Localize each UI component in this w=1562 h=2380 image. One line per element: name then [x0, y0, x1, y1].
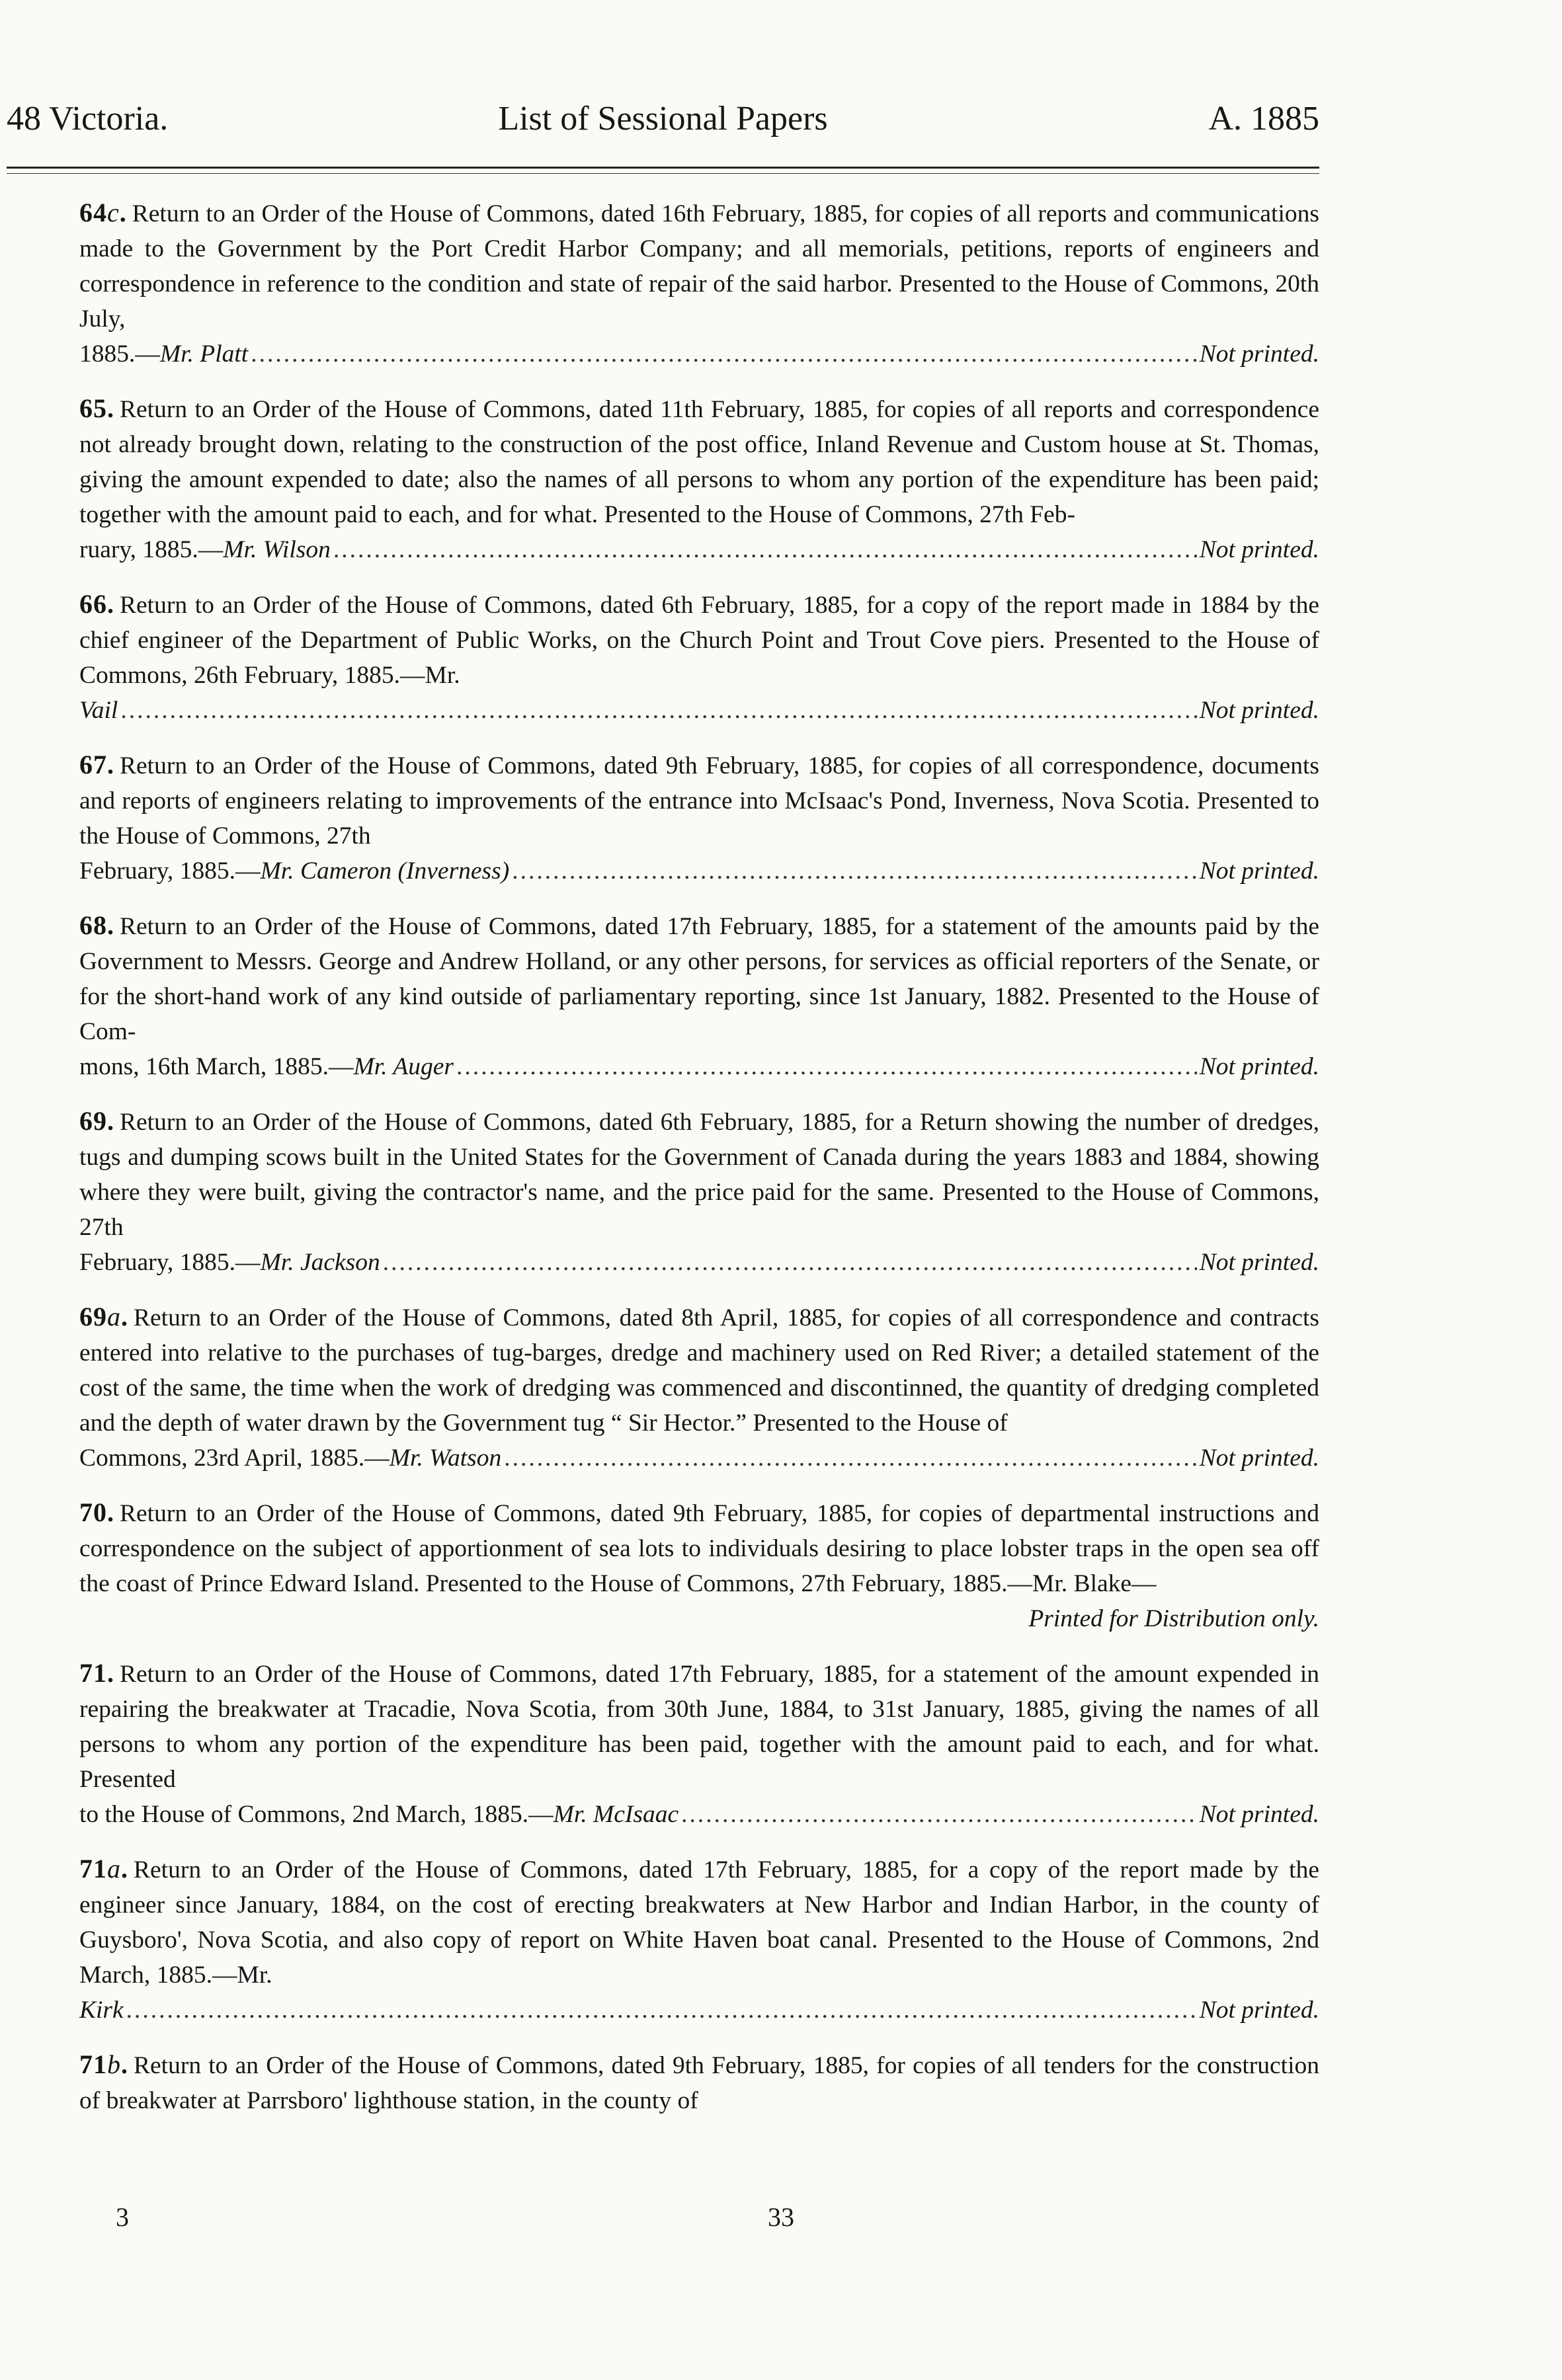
- entry-status: Not printed.: [1199, 1997, 1319, 2024]
- entry-number: 64c.: [79, 198, 127, 227]
- entry-status: Not printed.: [1199, 1053, 1319, 1080]
- header-year: A. 1885: [1208, 100, 1319, 138]
- entry-number: 65.: [79, 393, 114, 423]
- entry-tail-lead: to the House of Commons, 2nd March, 1885.—: [79, 1801, 554, 1828]
- entry-number: 70.: [79, 1497, 114, 1527]
- entry-tail-lead: mons, 16th March, 1885.—: [79, 1053, 354, 1080]
- entry-tail-lead: Commons, 23rd April, 1885.—: [79, 1445, 390, 1472]
- entry-text: Return to an Order of the House of Commons, dated 9th February, 1885, for copies of all correspondence, documents and reports of engineers relating to improvements of the entrance into McIsaac's Pond, Inverness, Nova Scotia. Presented to the House of Commons, 27th: [79, 752, 1319, 850]
- entry-number-value: 67: [79, 750, 107, 779]
- entry-mover: Mr. Jackson: [260, 1249, 380, 1276]
- entry-number-suffix: a: [107, 1302, 121, 1331]
- leader-dots: [126, 1993, 1197, 2028]
- page-number: 33: [768, 2202, 794, 2232]
- header-session: 48 Victoria.: [7, 100, 169, 138]
- entry-number-suffix: b: [107, 2049, 121, 2079]
- entry-body: [79, 586, 1319, 693]
- entry-body: [79, 1655, 1319, 1797]
- entry-text: Return to an Order of the House of Commons, dated 6th February, 1885, for a copy of the report made in 1884 by the chief engineer of the Department of Public Works, on the Church Point and Trout Cove piers. Presented to the House of Commons, 26th February, 1885.—Mr.: [79, 592, 1319, 689]
- leader-dots: [120, 693, 1196, 728]
- header-title: List of Sessional Papers: [498, 100, 828, 138]
- entry-body: [79, 1851, 1319, 1993]
- entry-number: 68.: [79, 910, 114, 940]
- entry-body: [79, 908, 1319, 1049]
- header-rule-thin: [7, 173, 1319, 174]
- entry-status: Not printed.: [1199, 536, 1319, 563]
- entry-status: Not printed.: [1199, 1801, 1319, 1828]
- entry-status: Not printed.: [1199, 1249, 1319, 1276]
- entry-mover: Mr. McIsaac: [553, 1801, 679, 1828]
- entry-number: 69.: [79, 1106, 114, 1136]
- entry-number-value: 71: [79, 2049, 107, 2079]
- entry-number-value: 65: [79, 393, 107, 423]
- entry-text: Return to an Order of the House of Commons, dated 17th February, 1885, for a statement of the amounts paid by the Government to Messrs. George and Andrew Holland, or any other persons, for services as official reporters of the Senate, or for the short-hand work of any kind outside of parliamentary reporting, since 1st January, 1882. Presented to the House of Com-: [79, 913, 1319, 1045]
- entry-text: Return to an Order of the House of Commons, dated 9th February, 1885, for copies of all tenders for the construction of breakwater at Parrsboro' lighthouse station, in the county of: [79, 2052, 1319, 2114]
- entry-number-value: 64: [79, 198, 107, 227]
- entry-number-suffix: a: [107, 1854, 121, 1884]
- paper-entry: [79, 1103, 1319, 1280]
- entry-number: 71b.: [79, 2049, 128, 2079]
- entry-status: Not printed.: [1199, 857, 1319, 885]
- entry-tail: [79, 853, 1319, 889]
- entry-tail: [79, 1797, 1319, 1832]
- entry-number-value: 66: [79, 589, 107, 619]
- entry-text: Return to an Order of the House of Commons, dated 11th February, 1885, for copies of all reports and correspondence not already brought down, relating to the construction of the post office, Inland Revenue and Custom house at St. Thomas, giving the amount expended to date; also the names of all persons to whom any portion of the expenditure has been paid; together with the amount paid to each, and for what. Presented to the House of Commons, 27th Feb-: [79, 396, 1319, 528]
- entry-number-value: 71: [79, 1658, 107, 1688]
- entry-tail-lead: 1885.—: [79, 340, 160, 368]
- entry-mover: Mr. Cameron (Inverness): [260, 857, 510, 885]
- entry-number-value: 71: [79, 1854, 107, 1884]
- paper-entry: [79, 1851, 1319, 2028]
- entry-number-value: 69: [79, 1302, 107, 1331]
- entry-status: Not printed.: [1199, 1445, 1319, 1472]
- entry-number-value: 70: [79, 1497, 107, 1527]
- entry-mover: Mr. Wilson: [223, 536, 331, 563]
- entry-body: [79, 1103, 1319, 1245]
- entry-tail: [79, 1245, 1319, 1280]
- leader-dots: [333, 532, 1197, 567]
- entry-text: Return to an Order of the House of Commons, dated 9th February, 1885, for copies of departmental instructions and correspondence on the subject of apportionment of sea lots to individuals desiring to place lobster traps in the open sea off the coast of Prince Edward Island. Presented to the House of Commons, 27th February, 1885.—Mr. Blake—: [79, 1500, 1319, 1597]
- entry-number: 69a.: [79, 1302, 128, 1331]
- paper-entry: [79, 747, 1319, 889]
- entry-status: Printed for Distribution only.: [1028, 1605, 1319, 1632]
- paper-entry: [79, 908, 1319, 1084]
- paper-entry: [79, 2047, 1319, 2118]
- entry-tail: [79, 337, 1319, 372]
- entry-mover: Mr. Platt: [159, 340, 249, 368]
- running-header: [7, 93, 1319, 145]
- leader-dots: [504, 1441, 1196, 1476]
- leader-dots: [512, 853, 1197, 889]
- entry-tail: [79, 1441, 1319, 1476]
- entry-text: Return to an Order of the House of Commons, dated 16th February, 1885, for copies of all reports and communications made to the Government by the Port Credit Harbor Company; and all memorials, petitions, reports of engineers and correspondence in reference to the condition and state of repair of the said harbor. Presented to the House of Commons, 20th July,: [79, 200, 1319, 333]
- entry-body: [79, 1495, 1319, 1601]
- leader-dots: [681, 1797, 1197, 1832]
- paper-entry: [79, 1495, 1319, 1636]
- entry-text: Return to an Order of the House of Commons, dated 17th February, 1885, for a copy of the report made by the engineer since January, 1884, on the cost of erecting breakwaters at New Harbor and Indian Harbor, in the county of Guysboro', Nova Scotia, and also copy of report on White Haven boat canal. Presented to the House of Commons, 2nd March, 1885.—Mr.: [79, 1856, 1319, 1989]
- entry-text: Return to an Order of the House of Commons, dated 8th April, 1885, for copies of all correspondence and contracts entered into relative to the purchases of tug-barges, dredge and machinery used on Red River; a detailed statement of the cost of the same, the time when the work of dredging was commenced and discontinned, the quantity of dredging completed and the depth of water drawn by the Government tug “ Sir Hector.” Presented to the House of: [79, 1304, 1319, 1437]
- entry-text: Return to an Order of the House of Commons, dated 6th February, 1885, for a Return showing the number of dredges, tugs and dumping scows built in the United States for the Government of Canada during the years 1883 and 1884, showing where they were built, giving the contractor's name, and the price paid for the same. Presented to the House of Commons, 27th: [79, 1109, 1319, 1241]
- entry-tail: [79, 693, 1319, 728]
- entry-number-suffix: c: [107, 198, 120, 227]
- entry-tail: [79, 1993, 1319, 2028]
- sessional-papers-list: [79, 195, 1319, 2137]
- signature-mark: 3: [116, 2202, 129, 2232]
- entry-body: [79, 2047, 1319, 2118]
- paper-entry: [79, 586, 1319, 728]
- entry-tail: [79, 532, 1319, 567]
- entry-mover: Mr. Watson: [389, 1445, 502, 1472]
- paper-entry: [79, 195, 1319, 372]
- entry-tail-lead: February, 1885.—: [79, 857, 261, 885]
- paper-entry: [79, 391, 1319, 567]
- leader-dots: [383, 1245, 1197, 1280]
- entry-tail-lead: February, 1885.—: [79, 1249, 261, 1276]
- paper-entry: [79, 1299, 1319, 1476]
- entry-mover: Kirk: [79, 1997, 124, 2024]
- entry-tail-lead: ruary, 1885.—: [79, 536, 224, 563]
- entry-number-value: 68: [79, 910, 107, 940]
- entry-number: 66.: [79, 589, 114, 619]
- entry-number: 67.: [79, 750, 114, 779]
- entry-body: [79, 747, 1319, 853]
- entry-number-value: 69: [79, 1106, 107, 1136]
- entry-text: Return to an Order of the House of Commons, dated 17th February, 1885, for a statement of the amount expended in repairing the breakwater at Tracadie, Nova Scotia, from 30th June, 1884, to 31st January, 1885, giving the names of all persons to whom any portion of the expenditure has been paid, together with the amount paid to each, and for what. Presented: [79, 1661, 1319, 1793]
- entry-body: [79, 391, 1319, 532]
- leader-dots: [456, 1049, 1197, 1084]
- entry-number: 71.: [79, 1658, 114, 1688]
- entry-status: Not printed.: [1199, 340, 1319, 368]
- entry-body: [79, 195, 1319, 337]
- leader-dots: [251, 337, 1197, 372]
- entry-status: Not printed.: [1199, 697, 1319, 724]
- header-rule-thick: [7, 167, 1319, 169]
- entry-tail: [79, 1049, 1319, 1084]
- entry-body: [79, 1299, 1319, 1441]
- entry-number: 71a.: [79, 1854, 128, 1884]
- entry-mover: Vail: [79, 697, 118, 724]
- paper-entry: [79, 1655, 1319, 1832]
- entry-mover: Mr. Auger: [353, 1053, 454, 1080]
